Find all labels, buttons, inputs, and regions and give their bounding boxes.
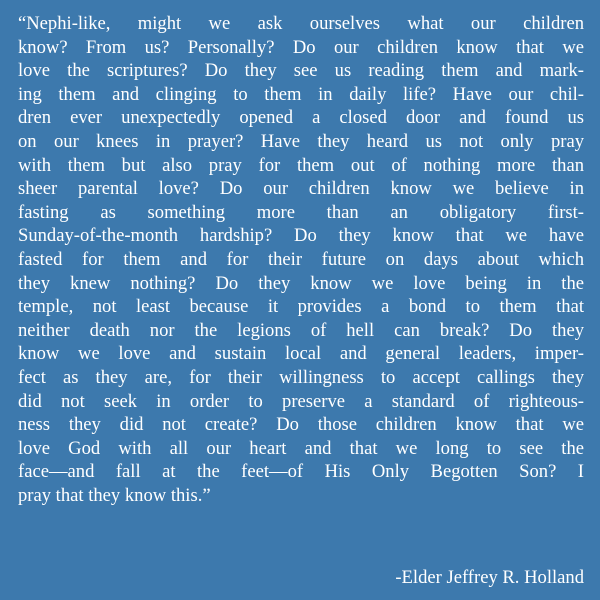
- quote-line: ness they did not create? Do those children know that we: [18, 414, 584, 436]
- quote-line: Sunday-of-the-month hardship? Do they know that we have: [18, 225, 584, 247]
- quote-line: on our knees in prayer? Have they heard us not only pray: [18, 130, 584, 152]
- quote-line: temple, not least because it provides a bond to them that: [18, 296, 584, 318]
- quote-line: love the scriptures? Do they see us reading them and mark-: [18, 60, 584, 82]
- quote-line: “Nephi-like, might we ask ourselves what our children: [18, 13, 584, 34]
- quote-line: sheer parental love? Do our children know we believe in: [18, 178, 584, 200]
- quote-line: pray that they know this.”: [18, 484, 211, 506]
- quote-line: know we love and sustain local and general leaders, imper-: [18, 343, 584, 365]
- quote-line: dren ever unexpectedly opened a closed door and found us: [18, 107, 584, 129]
- quote-line: did not seek in order to preserve a standard of righteous-: [18, 390, 584, 412]
- quote-line: fect as they are, for their willingness to accept callings they: [18, 366, 584, 388]
- quote-line: neither death nor the legions of hell can break? Do they: [18, 319, 584, 341]
- quote-text: [18, 12, 584, 507]
- quote-line: know? From us? Personally? Do our children know that we: [18, 36, 584, 58]
- quote-line: love God with all our heart and that we long to see the: [18, 437, 584, 459]
- quote-line: with them but also pray for them out of nothing more than: [18, 154, 584, 176]
- quote-line: face—and fall at the feet—of His Only Begotten Son? I: [18, 461, 584, 483]
- quote-line: ing them and clinging to them in daily life? Have our chil-: [18, 83, 584, 105]
- quote-line: they knew nothing? Do they know we love being in the: [18, 272, 584, 294]
- quote-line: fasted for them and for their future on days about which: [18, 248, 584, 270]
- attribution: -Elder Jeffrey R. Holland: [395, 567, 584, 588]
- quote-line: fasting as something more than an obligatory first-: [18, 201, 584, 223]
